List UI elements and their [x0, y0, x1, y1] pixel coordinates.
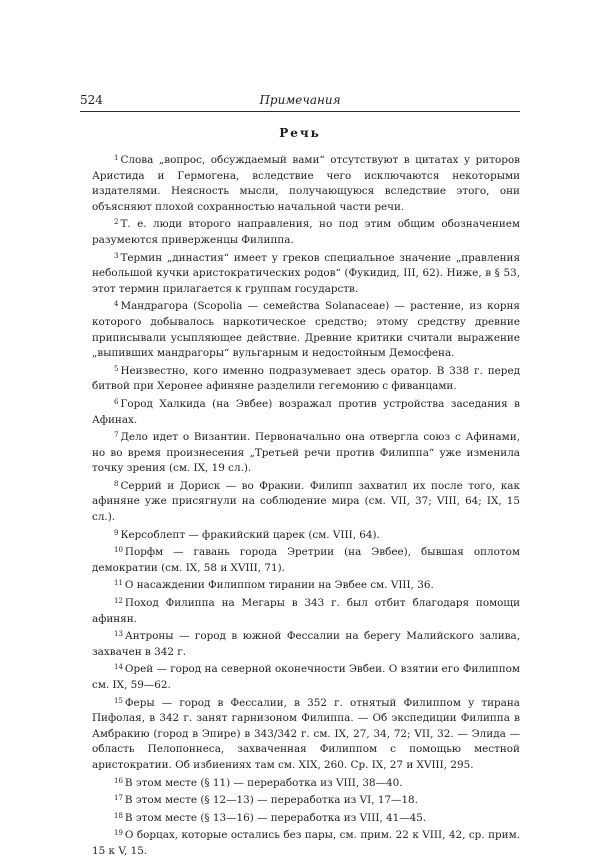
note-text: Термин „династия“ имеет у греков специальное значение „правления небольшой кучки аристократических родов“ (Фукидид, III, 62). Ниже, в § 53, этот термин прилагается к группам государств.: [92, 251, 520, 295]
note-text: О насаждении Филиппом тирании на Эвбее см. VIII, 36.: [124, 579, 434, 592]
note-12: [92, 594, 520, 627]
note-text: О борцах, которые остались без пары, см. прим. 22 к VIII, 42, ср. прим. 15 к V, 15.: [92, 829, 520, 857]
note-number: 14: [114, 663, 123, 672]
note-16: [92, 774, 520, 792]
note-15: [92, 694, 520, 774]
note-number: 15: [114, 696, 123, 705]
note-text: Город Халкида (на Эвбее) возражал против устройства заседания в Афинах.: [92, 397, 520, 426]
note-3: [92, 249, 520, 298]
note-text: В этом месте (§ 11) — переработка из VIII, 38—40.: [124, 776, 403, 789]
note-14: [92, 660, 520, 693]
note-number: 19: [114, 829, 123, 838]
note-number: 5: [114, 364, 119, 373]
note-number: 17: [114, 794, 123, 803]
note-number: 4: [114, 300, 119, 309]
note-number: 10: [114, 546, 123, 555]
note-text: Слова „вопрос, обсуждаемый вами“ отсутствуют в цитатах у риторов Аристида и Гермогена, вследствие чего исключаются некоторыми издателями. Неясность мысли, получающуюся вследствие этого, они объясняют плохой сохранностью начальной части речи.: [92, 154, 520, 213]
note-number: 9: [114, 528, 119, 537]
note-text: В этом месте (§ 13—16) — переработка из VIII, 41—45.: [124, 811, 427, 824]
note-number: 6: [114, 397, 119, 406]
note-number: 3: [114, 251, 119, 260]
note-text: В этом месте (§ 12—13) — переработка из VI, 17—18.: [124, 794, 418, 807]
note-13: [92, 627, 520, 660]
note-19: [92, 826, 520, 859]
note-1: [92, 151, 520, 215]
page-number: 524: [80, 93, 103, 107]
note-number: 12: [114, 597, 123, 606]
note-7: [92, 428, 520, 477]
note-number: 18: [114, 811, 123, 820]
note-number: 11: [114, 579, 123, 588]
note-number: 7: [114, 431, 119, 440]
running-title: Примечания: [259, 93, 341, 107]
note-text: Дело идет о Византии. Первоначально она отвергла союз с Афинами, но во время произнесения „Третьей речи против Филиппа“ уже изменила точку зрения (см. IX, 19 сл.).: [92, 431, 520, 475]
note-number: 13: [114, 630, 123, 639]
note-number: 1: [114, 154, 119, 162]
note-11: [92, 576, 520, 594]
note-text: Порфм — гавань города Эретрии (на Эвбее), бывшая оплотом демократии (см. IX, 58 и XVIII, 71).: [92, 546, 520, 574]
note-18: [92, 809, 520, 827]
note-text: Феры — город в Фессалии, в 352 г. отнятый Филиппом у тирана Пифолая, в 342 г. занят гарнизоном Филиппа. — Об экспедиции Филиппа в Амбракию (город в Эпире) в 343/342 г. см. IX, 27, 34, 72; VII, 32. — Элида — область Пелопоннеса, захваченная Филиппом с помощью местной аристократии. Об избиениях там см. XIX, 260. Ср. IX, 27 и XVIII, 295.: [92, 696, 520, 771]
note-number: 8: [114, 479, 119, 488]
note-9: [92, 526, 520, 544]
note-number: 2: [114, 218, 119, 227]
note-5: [92, 362, 520, 395]
note-10: [92, 543, 520, 576]
note-6: [92, 395, 520, 428]
note-text: Антроны — город в южной Фессалии на берегу Малийского залива, захвачен в 342 г.: [92, 630, 520, 658]
note-text: Керсоблепт — фракийский царек (см. VIII, 64).: [120, 528, 380, 541]
page-header: [80, 91, 520, 112]
note-number: 16: [114, 776, 123, 785]
note-text: Серрий и Дориск — во Фракии. Филипп захватил их после того, как афиняне уже присягнули на соблюдение мира (см. VII, 37; VIII, 64; IX, 15 сл.).: [92, 479, 520, 524]
note-17: [92, 791, 520, 809]
note-text: Неизвестно, кого именно подразумевает здесь оратор. В 338 г. перед битвой при Херонее афиняне разделили гегемонию с фиванцами.: [92, 364, 520, 393]
note-text: Мандрагора (Scopolia — семейства Solanaceae) — растение, из корня которого добывалось наркотическое средство; этому средству древние приписывали усыпляющее действие. Древние критики считали выражение „выпивших мандрагоры“ вульгарным и недостойным Демосфена.: [92, 300, 520, 360]
note-8: [92, 477, 520, 526]
note-text: Т. е. люди второго направления, но под этим общим обозначением разумеются приверженцы Филиппа.: [92, 218, 520, 246]
note-text: Орей — город на северной оконечности Эвбеи. О взятии его Филиппом см. IX, 59—62.: [92, 663, 520, 691]
note-4: [92, 297, 520, 361]
note-text: Поход Филиппа на Мегары в 343 г. был отбит благодаря помощи афинян.: [92, 597, 520, 625]
note-2: [92, 215, 520, 248]
section-title: Речь: [279, 126, 321, 140]
notes-list: [92, 151, 520, 860]
